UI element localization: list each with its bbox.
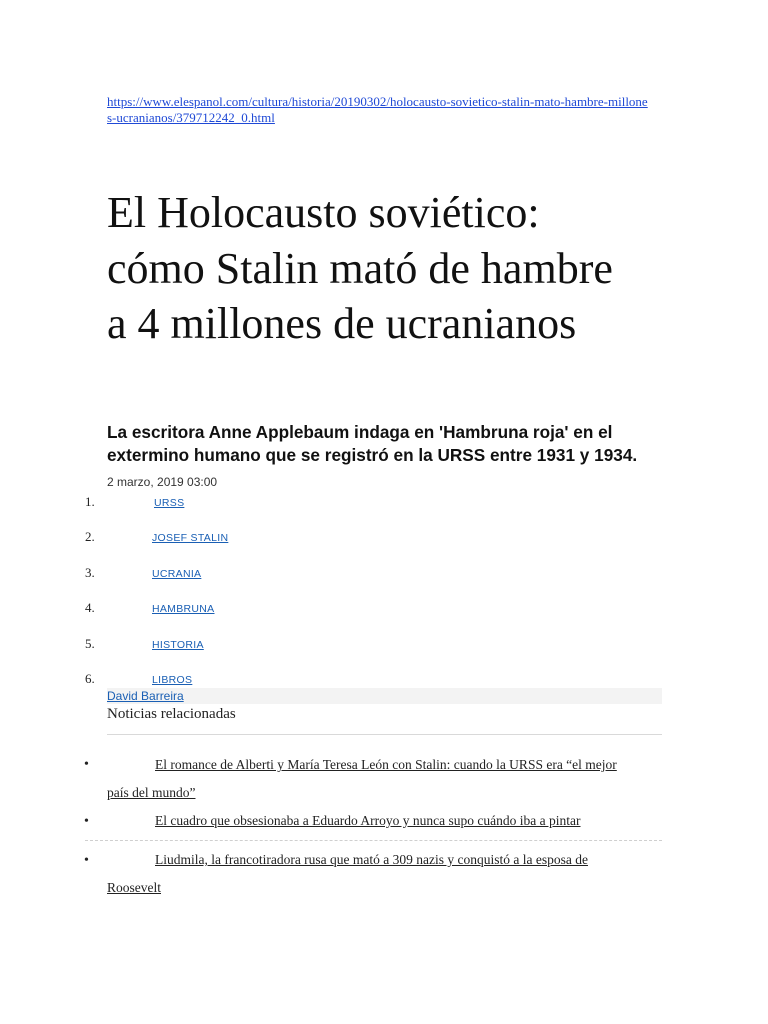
tag-number: 2.	[85, 529, 95, 544]
related-link-alberti[interactable]: El romance de Alberti y María Teresa León con Stalin: cuando la URSS era “el mejor	[155, 757, 617, 772]
tag-item	[0, 529, 400, 547]
tag-number: 3.	[85, 565, 95, 580]
tag-number: 4.	[85, 600, 95, 615]
tag-item	[0, 565, 400, 583]
related-link-alberti-cont[interactable]: país del mundo”	[107, 785, 196, 800]
source-url-link[interactable]: https://www.elespanol.com/cultura/historia/20190302/holocausto-sovietico-stalin-mato-hambre-millones-ucranianos/379712242_0.html	[107, 94, 648, 125]
tag-item	[0, 636, 400, 654]
author-bar	[107, 688, 662, 704]
related-link-liudmila-cont[interactable]: Roosevelt	[107, 880, 161, 895]
tag-number: 5.	[85, 636, 95, 651]
related-dashed-divider	[85, 840, 662, 841]
tag-link-ucrania[interactable]: UCRANIA	[152, 568, 202, 580]
tag-number: 6.	[85, 671, 95, 686]
article-headline: El Holocausto soviético: cómo Stalin mató de hambre a 4 millones de ucranianos	[107, 188, 613, 348]
tag-item	[0, 494, 400, 512]
tag-item	[0, 671, 400, 689]
bullet-icon: •	[84, 814, 89, 829]
tag-link-josef-stalin[interactable]: JOSEF STALIN	[152, 532, 229, 544]
related-divider	[107, 734, 662, 735]
author-link[interactable]: David Barreira	[107, 689, 184, 703]
article-subtitle: La escritora Anne Applebaum indaga en 'Hambruna roja' en el extermino humano que se registró en la URSS entre 1931 y 1934.	[107, 422, 638, 465]
related-news-title: Noticias relacionadas	[107, 706, 236, 722]
tag-item	[0, 600, 400, 618]
tag-link-urss[interactable]: URSS	[154, 497, 185, 509]
tag-number: 1.	[85, 494, 95, 509]
publication-date: 2 marzo, 2019 03:00	[107, 475, 218, 489]
bullet-icon: •	[84, 853, 89, 868]
tag-link-hambruna[interactable]: HAMBRUNA	[152, 603, 215, 615]
related-link-liudmila[interactable]: Liudmila, la francotiradora rusa que mató a 309 nazis y conquistó a la esposa de	[155, 852, 588, 867]
tag-link-libros[interactable]: LIBROS	[152, 674, 193, 686]
related-link-arroyo[interactable]: El cuadro que obsesionaba a Eduardo Arroyo y nunca supo cuándo iba a pintar	[155, 813, 581, 828]
tag-link-historia[interactable]: HISTORIA	[152, 639, 204, 651]
bullet-icon: •	[84, 757, 89, 772]
